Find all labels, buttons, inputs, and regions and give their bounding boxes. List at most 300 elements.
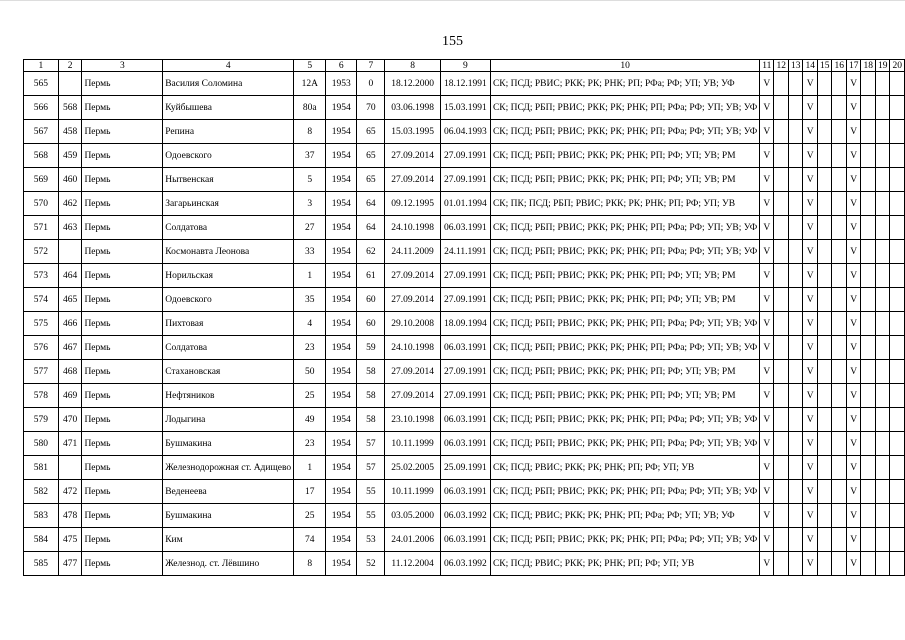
year-built-cell: 1954 bbox=[326, 360, 357, 384]
codes-cell: СК; ПСД; РВИС; РКК; РК; РНК; РП; РФа; РФ; УП; УВ; УФ bbox=[490, 504, 759, 528]
mark-cell-19 bbox=[875, 528, 890, 552]
mark-cell-18 bbox=[861, 432, 876, 456]
street-cell: Василия Соломина bbox=[163, 72, 294, 96]
house-cell: 12А bbox=[294, 72, 326, 96]
city-cell: Пермь bbox=[82, 288, 163, 312]
date-registered-cell: 24.10.1998 bbox=[385, 216, 440, 240]
year-built-cell: 1954 bbox=[326, 168, 357, 192]
mark-cell-20 bbox=[890, 240, 905, 264]
column-header-11: 11 bbox=[760, 60, 774, 72]
column-header-6: 6 bbox=[326, 60, 357, 72]
row-number-cell: 572 bbox=[24, 240, 59, 264]
mark-cell-11: V bbox=[760, 264, 774, 288]
house-cell: 23 bbox=[294, 432, 326, 456]
street-cell: Солдатова bbox=[163, 336, 294, 360]
street-cell: Нытвенская bbox=[163, 168, 294, 192]
mark-cell-17: V bbox=[846, 384, 861, 408]
age-cell: 58 bbox=[357, 360, 385, 384]
mark-cell-15 bbox=[817, 360, 832, 384]
year-built-cell: 1954 bbox=[326, 504, 357, 528]
street-cell: Ким bbox=[163, 528, 294, 552]
year-built-cell: 1954 bbox=[326, 480, 357, 504]
table-row bbox=[24, 384, 905, 408]
table-header bbox=[24, 60, 905, 72]
city-cell: Пермь bbox=[82, 336, 163, 360]
mark-cell-14: V bbox=[803, 408, 818, 432]
mark-cell-20 bbox=[890, 72, 905, 96]
house-cell: 50 bbox=[294, 360, 326, 384]
date-registered-cell: 10.11.1999 bbox=[385, 480, 440, 504]
mark-cell-14: V bbox=[803, 168, 818, 192]
mark-cell-20 bbox=[890, 336, 905, 360]
date-privatized-cell: 06.03.1991 bbox=[440, 408, 490, 432]
street-cell: Одоевского bbox=[163, 144, 294, 168]
table-row bbox=[24, 120, 905, 144]
mark-cell-19 bbox=[875, 384, 890, 408]
mark-cell-17: V bbox=[846, 288, 861, 312]
table-row bbox=[24, 168, 905, 192]
date-registered-cell: 27.09.2014 bbox=[385, 360, 440, 384]
mark-cell-16 bbox=[832, 504, 847, 528]
mark-cell-13 bbox=[788, 168, 803, 192]
mark-cell-12 bbox=[774, 528, 789, 552]
mark-cell-20 bbox=[890, 480, 905, 504]
mark-cell-16 bbox=[832, 120, 847, 144]
codes-cell: СК; ПСД; РБП; РВИС; РКК; РК; РНК; РП; РФа; РФ; УП; УВ; УФ bbox=[490, 336, 759, 360]
mark-cell-11: V bbox=[760, 72, 774, 96]
row-number-cell: 567 bbox=[24, 120, 59, 144]
row-number-cell: 575 bbox=[24, 312, 59, 336]
mark-cell-17: V bbox=[846, 72, 861, 96]
mark-cell-13 bbox=[788, 192, 803, 216]
table-row bbox=[24, 240, 905, 264]
column-header-7: 7 bbox=[357, 60, 385, 72]
mark-cell-12 bbox=[774, 216, 789, 240]
mark-cell-14: V bbox=[803, 552, 818, 576]
mark-cell-17: V bbox=[846, 168, 861, 192]
mark-cell-15 bbox=[817, 192, 832, 216]
mark-cell-19 bbox=[875, 216, 890, 240]
mark-cell-20 bbox=[890, 408, 905, 432]
mark-cell-17: V bbox=[846, 216, 861, 240]
date-privatized-cell: 06.03.1992 bbox=[440, 552, 490, 576]
year-built-cell: 1954 bbox=[326, 312, 357, 336]
table-row bbox=[24, 432, 905, 456]
date-privatized-cell: 27.09.1991 bbox=[440, 168, 490, 192]
date-registered-cell: 24.11.2009 bbox=[385, 240, 440, 264]
mark-cell-13 bbox=[788, 288, 803, 312]
mark-cell-20 bbox=[890, 312, 905, 336]
age-cell: 60 bbox=[357, 312, 385, 336]
mark-cell-15 bbox=[817, 72, 832, 96]
page-top-edge bbox=[0, 0, 905, 1]
mark-cell-15 bbox=[817, 216, 832, 240]
mark-cell-19 bbox=[875, 432, 890, 456]
mark-cell-16 bbox=[832, 312, 847, 336]
mark-cell-15 bbox=[817, 312, 832, 336]
mark-cell-18 bbox=[861, 120, 876, 144]
year-built-cell: 1954 bbox=[326, 216, 357, 240]
row-number-cell: 577 bbox=[24, 360, 59, 384]
mark-cell-16 bbox=[832, 552, 847, 576]
mark-cell-18 bbox=[861, 264, 876, 288]
mark-cell-18 bbox=[861, 504, 876, 528]
codes-cell: СК; ПСД; РБП; РВИС; РКК; РК; РНК; РП; РФ; УП; УВ; РМ bbox=[490, 168, 759, 192]
old-number-cell bbox=[58, 240, 82, 264]
mark-cell-19 bbox=[875, 360, 890, 384]
mark-cell-16 bbox=[832, 192, 847, 216]
date-registered-cell: 27.09.2014 bbox=[385, 168, 440, 192]
codes-cell: СК; ПСД; РБП; РВИС; РКК; РК; РНК; РП; РФа; РФ; УП; УВ; УФ bbox=[490, 480, 759, 504]
mark-cell-11: V bbox=[760, 432, 774, 456]
column-header-5: 5 bbox=[294, 60, 326, 72]
mark-cell-20 bbox=[890, 144, 905, 168]
mark-cell-19 bbox=[875, 96, 890, 120]
street-cell: Одоевского bbox=[163, 288, 294, 312]
mark-cell-13 bbox=[788, 144, 803, 168]
mark-cell-12 bbox=[774, 480, 789, 504]
old-number-cell: 471 bbox=[58, 432, 82, 456]
mark-cell-16 bbox=[832, 432, 847, 456]
row-number-cell: 580 bbox=[24, 432, 59, 456]
mark-cell-20 bbox=[890, 120, 905, 144]
age-cell: 64 bbox=[357, 216, 385, 240]
age-cell: 57 bbox=[357, 456, 385, 480]
mark-cell-15 bbox=[817, 336, 832, 360]
table-body bbox=[24, 72, 905, 576]
mark-cell-12 bbox=[774, 360, 789, 384]
date-privatized-cell: 06.03.1991 bbox=[440, 216, 490, 240]
mark-cell-20 bbox=[890, 456, 905, 480]
year-built-cell: 1954 bbox=[326, 552, 357, 576]
mark-cell-15 bbox=[817, 168, 832, 192]
age-cell: 65 bbox=[357, 120, 385, 144]
mark-cell-13 bbox=[788, 312, 803, 336]
date-privatized-cell: 27.09.1991 bbox=[440, 264, 490, 288]
mark-cell-20 bbox=[890, 168, 905, 192]
mark-cell-12 bbox=[774, 120, 789, 144]
city-cell: Пермь bbox=[82, 504, 163, 528]
row-number-cell: 571 bbox=[24, 216, 59, 240]
table-row bbox=[24, 216, 905, 240]
old-number-cell: 462 bbox=[58, 192, 82, 216]
city-cell: Пермь bbox=[82, 456, 163, 480]
mark-cell-11: V bbox=[760, 384, 774, 408]
codes-cell: СК; ПСД; РБП; РВИС; РКК; РК; РНК; РП; РФ; УП; УВ; РМ bbox=[490, 360, 759, 384]
mark-cell-17: V bbox=[846, 528, 861, 552]
mark-cell-18 bbox=[861, 528, 876, 552]
old-number-cell: 477 bbox=[58, 552, 82, 576]
mark-cell-14: V bbox=[803, 480, 818, 504]
street-cell: Репина bbox=[163, 120, 294, 144]
old-number-cell: 459 bbox=[58, 144, 82, 168]
mark-cell-13 bbox=[788, 480, 803, 504]
column-header-2: 2 bbox=[58, 60, 82, 72]
mark-cell-19 bbox=[875, 144, 890, 168]
house-cell: 17 bbox=[294, 480, 326, 504]
house-cell: 25 bbox=[294, 504, 326, 528]
street-cell: Железнод. ст. Лёвшино bbox=[163, 552, 294, 576]
age-cell: 59 bbox=[357, 336, 385, 360]
mark-cell-12 bbox=[774, 240, 789, 264]
old-number-cell: 460 bbox=[58, 168, 82, 192]
mark-cell-15 bbox=[817, 432, 832, 456]
house-cell: 37 bbox=[294, 144, 326, 168]
old-number-cell: 463 bbox=[58, 216, 82, 240]
date-privatized-cell: 06.04.1993 bbox=[440, 120, 490, 144]
house-cell: 80а bbox=[294, 96, 326, 120]
mark-cell-17: V bbox=[846, 264, 861, 288]
mark-cell-15 bbox=[817, 144, 832, 168]
street-cell: Солдатова bbox=[163, 216, 294, 240]
mark-cell-20 bbox=[890, 528, 905, 552]
mark-cell-16 bbox=[832, 168, 847, 192]
mark-cell-11: V bbox=[760, 192, 774, 216]
mark-cell-12 bbox=[774, 552, 789, 576]
table-row bbox=[24, 504, 905, 528]
mark-cell-12 bbox=[774, 312, 789, 336]
street-cell: Космонавта Леонова bbox=[163, 240, 294, 264]
mark-cell-18 bbox=[861, 312, 876, 336]
codes-cell: СК; ПСД; РВИС; РКК; РК; РНК; РП; РФ; УП; УВ bbox=[490, 456, 759, 480]
age-cell: 53 bbox=[357, 528, 385, 552]
year-built-cell: 1954 bbox=[326, 432, 357, 456]
mark-cell-12 bbox=[774, 408, 789, 432]
mark-cell-18 bbox=[861, 216, 876, 240]
house-cell: 23 bbox=[294, 336, 326, 360]
mark-cell-15 bbox=[817, 480, 832, 504]
mark-cell-12 bbox=[774, 144, 789, 168]
date-registered-cell: 23.10.1998 bbox=[385, 408, 440, 432]
mark-cell-18 bbox=[861, 192, 876, 216]
table-row bbox=[24, 72, 905, 96]
date-privatized-cell: 06.03.1991 bbox=[440, 528, 490, 552]
old-number-cell: 466 bbox=[58, 312, 82, 336]
mark-cell-14: V bbox=[803, 264, 818, 288]
mark-cell-11: V bbox=[760, 312, 774, 336]
table-row bbox=[24, 312, 905, 336]
date-privatized-cell: 27.09.1991 bbox=[440, 384, 490, 408]
mark-cell-12 bbox=[774, 72, 789, 96]
old-number-cell: 568 bbox=[58, 96, 82, 120]
street-cell: Норильская bbox=[163, 264, 294, 288]
street-cell: Куйбышева bbox=[163, 96, 294, 120]
mark-cell-12 bbox=[774, 168, 789, 192]
row-number-cell: 585 bbox=[24, 552, 59, 576]
mark-cell-20 bbox=[890, 264, 905, 288]
date-registered-cell: 24.01.2006 bbox=[385, 528, 440, 552]
mark-cell-18 bbox=[861, 240, 876, 264]
date-registered-cell: 18.12.2000 bbox=[385, 72, 440, 96]
mark-cell-17: V bbox=[846, 408, 861, 432]
mark-cell-11: V bbox=[760, 360, 774, 384]
mark-cell-17: V bbox=[846, 336, 861, 360]
house-cell: 1 bbox=[294, 456, 326, 480]
age-cell: 64 bbox=[357, 192, 385, 216]
codes-cell: СК; ПСД; РБП; РВИС; РКК; РК; РНК; РП; РФа; РФ; УП; УВ; УФ bbox=[490, 216, 759, 240]
mark-cell-17: V bbox=[846, 144, 861, 168]
mark-cell-20 bbox=[890, 288, 905, 312]
codes-cell: СК; ПК; ПСД; РБП; РВИС; РКК; РК; РНК; РП; РФ; УП; УВ bbox=[490, 192, 759, 216]
mark-cell-14: V bbox=[803, 72, 818, 96]
mark-cell-12 bbox=[774, 336, 789, 360]
old-number-cell: 458 bbox=[58, 120, 82, 144]
age-cell: 55 bbox=[357, 504, 385, 528]
mark-cell-12 bbox=[774, 264, 789, 288]
year-built-cell: 1954 bbox=[326, 288, 357, 312]
codes-cell: СК; ПСД; РБП; РВИС; РКК; РК; РНК; РП; РФа; РФ; УП; УВ; УФ bbox=[490, 240, 759, 264]
mark-cell-18 bbox=[861, 360, 876, 384]
street-cell: Бушмакина bbox=[163, 432, 294, 456]
street-cell: Лодыгина bbox=[163, 408, 294, 432]
mark-cell-12 bbox=[774, 456, 789, 480]
column-header-13: 13 bbox=[788, 60, 803, 72]
date-privatized-cell: 24.11.1991 bbox=[440, 240, 490, 264]
old-number-cell: 469 bbox=[58, 384, 82, 408]
mark-cell-16 bbox=[832, 408, 847, 432]
mark-cell-14: V bbox=[803, 96, 818, 120]
city-cell: Пермь bbox=[82, 120, 163, 144]
page-number: 155 bbox=[442, 34, 463, 49]
codes-cell: СК; ПСД; РБП; РВИС; РКК; РК; РНК; РП; РФа; РФ; УП; УВ; УФ bbox=[490, 432, 759, 456]
mark-cell-11: V bbox=[760, 168, 774, 192]
date-privatized-cell: 01.01.1994 bbox=[440, 192, 490, 216]
mark-cell-11: V bbox=[760, 120, 774, 144]
mark-cell-11: V bbox=[760, 408, 774, 432]
table-row bbox=[24, 528, 905, 552]
house-cell: 4 bbox=[294, 312, 326, 336]
date-privatized-cell: 25.09.1991 bbox=[440, 456, 490, 480]
mark-cell-19 bbox=[875, 504, 890, 528]
row-number-cell: 573 bbox=[24, 264, 59, 288]
mark-cell-18 bbox=[861, 456, 876, 480]
house-cell: 25 bbox=[294, 384, 326, 408]
table-row bbox=[24, 408, 905, 432]
mark-cell-16 bbox=[832, 144, 847, 168]
mark-cell-13 bbox=[788, 96, 803, 120]
mark-cell-11: V bbox=[760, 456, 774, 480]
mark-cell-16 bbox=[832, 72, 847, 96]
year-built-cell: 1954 bbox=[326, 120, 357, 144]
mark-cell-13 bbox=[788, 216, 803, 240]
age-cell: 65 bbox=[357, 144, 385, 168]
mark-cell-13 bbox=[788, 528, 803, 552]
codes-cell: СК; ПСД; РБП; РВИС; РКК; РК; РНК; РП; РФа; РФ; УП; УВ; УФ bbox=[490, 120, 759, 144]
mark-cell-19 bbox=[875, 192, 890, 216]
mark-cell-17: V bbox=[846, 504, 861, 528]
year-built-cell: 1954 bbox=[326, 264, 357, 288]
mark-cell-17: V bbox=[846, 96, 861, 120]
mark-cell-18 bbox=[861, 480, 876, 504]
age-cell: 0 bbox=[357, 72, 385, 96]
old-number-cell: 464 bbox=[58, 264, 82, 288]
mark-cell-18 bbox=[861, 72, 876, 96]
date-privatized-cell: 15.03.1991 bbox=[440, 96, 490, 120]
date-registered-cell: 27.09.2014 bbox=[385, 384, 440, 408]
mark-cell-16 bbox=[832, 528, 847, 552]
city-cell: Пермь bbox=[82, 192, 163, 216]
column-header-16: 16 bbox=[832, 60, 847, 72]
mark-cell-18 bbox=[861, 552, 876, 576]
codes-cell: СК; ПСД; РБП; РВИС; РКК; РК; РНК; РП; РФа; РФ; УП; УВ; УФ bbox=[490, 528, 759, 552]
age-cell: 70 bbox=[357, 96, 385, 120]
row-number-cell: 579 bbox=[24, 408, 59, 432]
mark-cell-14: V bbox=[803, 384, 818, 408]
mark-cell-14: V bbox=[803, 528, 818, 552]
date-registered-cell: 03.05.2000 bbox=[385, 504, 440, 528]
mark-cell-17: V bbox=[846, 240, 861, 264]
year-built-cell: 1954 bbox=[326, 384, 357, 408]
city-cell: Пермь bbox=[82, 240, 163, 264]
old-number-cell bbox=[58, 72, 82, 96]
mark-cell-14: V bbox=[803, 216, 818, 240]
mark-cell-17: V bbox=[846, 480, 861, 504]
date-privatized-cell: 27.09.1991 bbox=[440, 288, 490, 312]
city-cell: Пермь bbox=[82, 96, 163, 120]
date-privatized-cell: 18.09.1994 bbox=[440, 312, 490, 336]
mark-cell-11: V bbox=[760, 480, 774, 504]
mark-cell-14: V bbox=[803, 288, 818, 312]
mark-cell-14: V bbox=[803, 360, 818, 384]
house-cell: 5 bbox=[294, 168, 326, 192]
mark-cell-11: V bbox=[760, 216, 774, 240]
street-cell: Веденеева bbox=[163, 480, 294, 504]
old-number-cell: 470 bbox=[58, 408, 82, 432]
column-header-10: 10 bbox=[490, 60, 759, 72]
year-built-cell: 1954 bbox=[326, 408, 357, 432]
date-registered-cell: 25.02.2005 bbox=[385, 456, 440, 480]
city-cell: Пермь bbox=[82, 216, 163, 240]
column-header-3: 3 bbox=[82, 60, 163, 72]
mark-cell-18 bbox=[861, 384, 876, 408]
column-header-18: 18 bbox=[861, 60, 876, 72]
mark-cell-17: V bbox=[846, 456, 861, 480]
city-cell: Пермь bbox=[82, 72, 163, 96]
date-privatized-cell: 18.12.1991 bbox=[440, 72, 490, 96]
mark-cell-14: V bbox=[803, 144, 818, 168]
mark-cell-12 bbox=[774, 432, 789, 456]
age-cell: 55 bbox=[357, 480, 385, 504]
mark-cell-15 bbox=[817, 528, 832, 552]
house-cell: 1 bbox=[294, 264, 326, 288]
city-cell: Пермь bbox=[82, 552, 163, 576]
date-privatized-cell: 06.03.1991 bbox=[440, 480, 490, 504]
mark-cell-17: V bbox=[846, 360, 861, 384]
age-cell: 58 bbox=[357, 384, 385, 408]
mark-cell-16 bbox=[832, 384, 847, 408]
date-registered-cell: 03.06.1998 bbox=[385, 96, 440, 120]
mark-cell-17: V bbox=[846, 552, 861, 576]
codes-cell: СК; ПСД; РБП; РВИС; РКК; РК; РНК; РП; РФ; УП; УВ; РМ bbox=[490, 264, 759, 288]
mark-cell-17: V bbox=[846, 120, 861, 144]
column-header-9: 9 bbox=[440, 60, 490, 72]
age-cell: 58 bbox=[357, 408, 385, 432]
mark-cell-14: V bbox=[803, 192, 818, 216]
codes-cell: СК; ПСД; РБП; РВИС; РКК; РК; РНК; РП; РФа; РФ; УП; УВ; УФ bbox=[490, 408, 759, 432]
mark-cell-16 bbox=[832, 216, 847, 240]
date-registered-cell: 15.03.1995 bbox=[385, 120, 440, 144]
date-privatized-cell: 27.09.1991 bbox=[440, 360, 490, 384]
codes-cell: СК; ПСД; РВИС; РКК; РК; РНК; РП; РФа; РФ; УП; УВ; УФ bbox=[490, 72, 759, 96]
mark-cell-14: V bbox=[803, 312, 818, 336]
date-registered-cell: 11.12.2004 bbox=[385, 552, 440, 576]
house-cell: 8 bbox=[294, 120, 326, 144]
row-number-cell: 584 bbox=[24, 528, 59, 552]
city-cell: Пермь bbox=[82, 312, 163, 336]
column-header-15: 15 bbox=[817, 60, 832, 72]
old-number-cell bbox=[58, 456, 82, 480]
table-row bbox=[24, 288, 905, 312]
